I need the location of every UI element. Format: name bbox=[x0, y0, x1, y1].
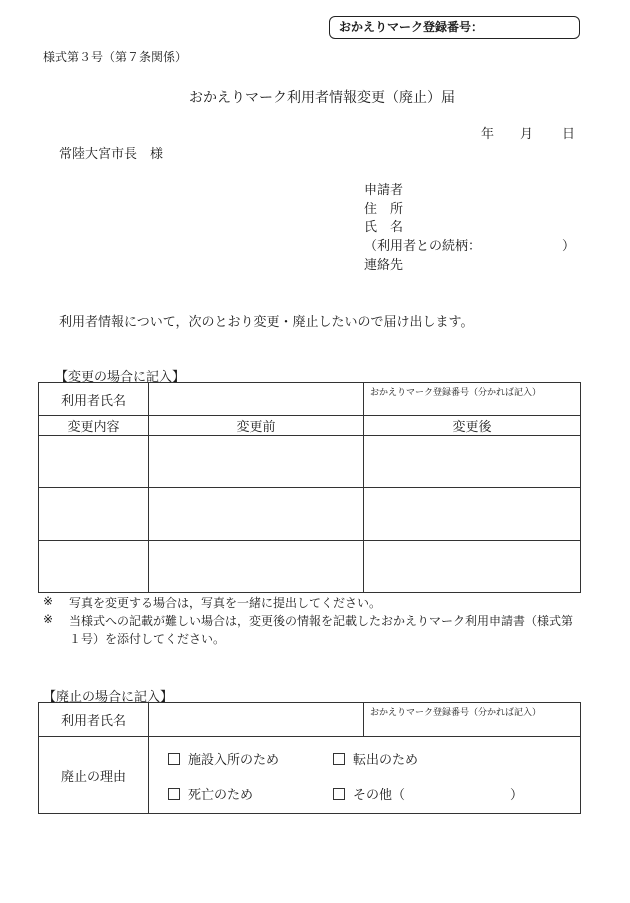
reason-death-label: 死亡のため bbox=[188, 788, 254, 803]
table-row bbox=[39, 541, 581, 593]
registration-number-box bbox=[329, 16, 580, 39]
reason-option-other[interactable] bbox=[333, 784, 405, 803]
reason-option-death[interactable] bbox=[168, 784, 253, 803]
page-title: おかえりマーク利用者情報変更（廃止）届 bbox=[189, 90, 455, 106]
abolish-user-name-field[interactable] bbox=[149, 703, 364, 737]
change-section-heading: 【変更の場合に記入】 bbox=[55, 370, 186, 385]
column-header-change-item: 変更内容 bbox=[39, 416, 149, 436]
reason-facility-label: 施設入所のため bbox=[188, 753, 280, 768]
column-header-before: 変更前 bbox=[149, 416, 364, 436]
applicant-name-label: 氏 名 bbox=[364, 220, 404, 235]
date-year: 年 bbox=[481, 127, 495, 142]
checkbox-icon[interactable] bbox=[333, 753, 345, 765]
checkbox-icon[interactable] bbox=[168, 753, 180, 765]
date-month: 月 bbox=[520, 127, 534, 142]
before-cell[interactable] bbox=[149, 541, 364, 593]
abolish-reason-label: 廃止の理由 bbox=[39, 737, 149, 814]
applicant-address-label: 住 所 bbox=[364, 202, 404, 217]
checkbox-icon[interactable] bbox=[168, 788, 180, 800]
before-cell[interactable] bbox=[149, 488, 364, 541]
change-item-cell[interactable] bbox=[39, 488, 149, 541]
table-row bbox=[39, 488, 581, 541]
change-reg-number-field[interactable] bbox=[364, 383, 581, 416]
intro-text: 利用者情報について，次のとおり変更・廃止したいので届け出します。 bbox=[59, 315, 474, 330]
checkbox-icon[interactable] bbox=[333, 788, 345, 800]
form-number: 様式第３号（第７条関係） bbox=[43, 50, 188, 64]
abolish-user-name-label: 利用者氏名 bbox=[39, 703, 149, 737]
reason-other-close: ） bbox=[510, 788, 524, 803]
before-cell[interactable] bbox=[149, 436, 364, 488]
abolish-reg-number-label: おかえりマーク登録番号（分かれば記入） bbox=[370, 708, 542, 718]
change-item-cell[interactable] bbox=[39, 436, 149, 488]
change-table bbox=[38, 382, 581, 593]
reason-moving-label: 転出のため bbox=[353, 753, 419, 768]
abolish-table bbox=[38, 702, 581, 814]
reason-option-moving[interactable] bbox=[333, 749, 418, 768]
applicant-relation-label: （利用者との続柄： bbox=[364, 239, 482, 254]
change-user-name-label: 利用者氏名 bbox=[39, 383, 149, 416]
change-reg-number-label: おかえりマーク登録番号（分かれば記入） bbox=[370, 388, 542, 398]
applicant-relation-close: ） bbox=[562, 239, 576, 254]
after-cell[interactable] bbox=[364, 541, 581, 593]
applicant-contact-label: 連絡先 bbox=[364, 258, 404, 273]
reason-option-facility[interactable] bbox=[168, 749, 279, 768]
addressee: 常陸大宮市長 様 bbox=[59, 147, 164, 162]
column-header-after: 変更後 bbox=[364, 416, 581, 436]
reason-other-label: その他（ bbox=[353, 788, 406, 803]
date-day: 日 bbox=[562, 127, 576, 142]
abolish-reg-number-field[interactable] bbox=[364, 703, 581, 737]
abolish-section-heading: 【廃止の場合に記入】 bbox=[43, 690, 174, 705]
registration-number-label: おかえりマーク登録番号： bbox=[339, 20, 484, 34]
change-user-name-field[interactable] bbox=[149, 383, 364, 416]
after-cell[interactable] bbox=[364, 488, 581, 541]
note-text: 写真を変更する場合は，写真を一緒に提出してください。 bbox=[69, 596, 382, 610]
note-mark: ※ bbox=[43, 594, 54, 608]
note-mark: ※ bbox=[43, 612, 54, 626]
table-row bbox=[39, 436, 581, 488]
note-text: 当様式への記載が難しい場合は，変更後の情報を記載したおかえりマーク利用申請書（様式第 bbox=[69, 614, 574, 628]
applicant-heading: 申請者 bbox=[364, 183, 404, 198]
after-cell[interactable] bbox=[364, 436, 581, 488]
note-text-continued: １号）を添付してください。 bbox=[69, 632, 226, 646]
change-item-cell[interactable] bbox=[39, 541, 149, 593]
